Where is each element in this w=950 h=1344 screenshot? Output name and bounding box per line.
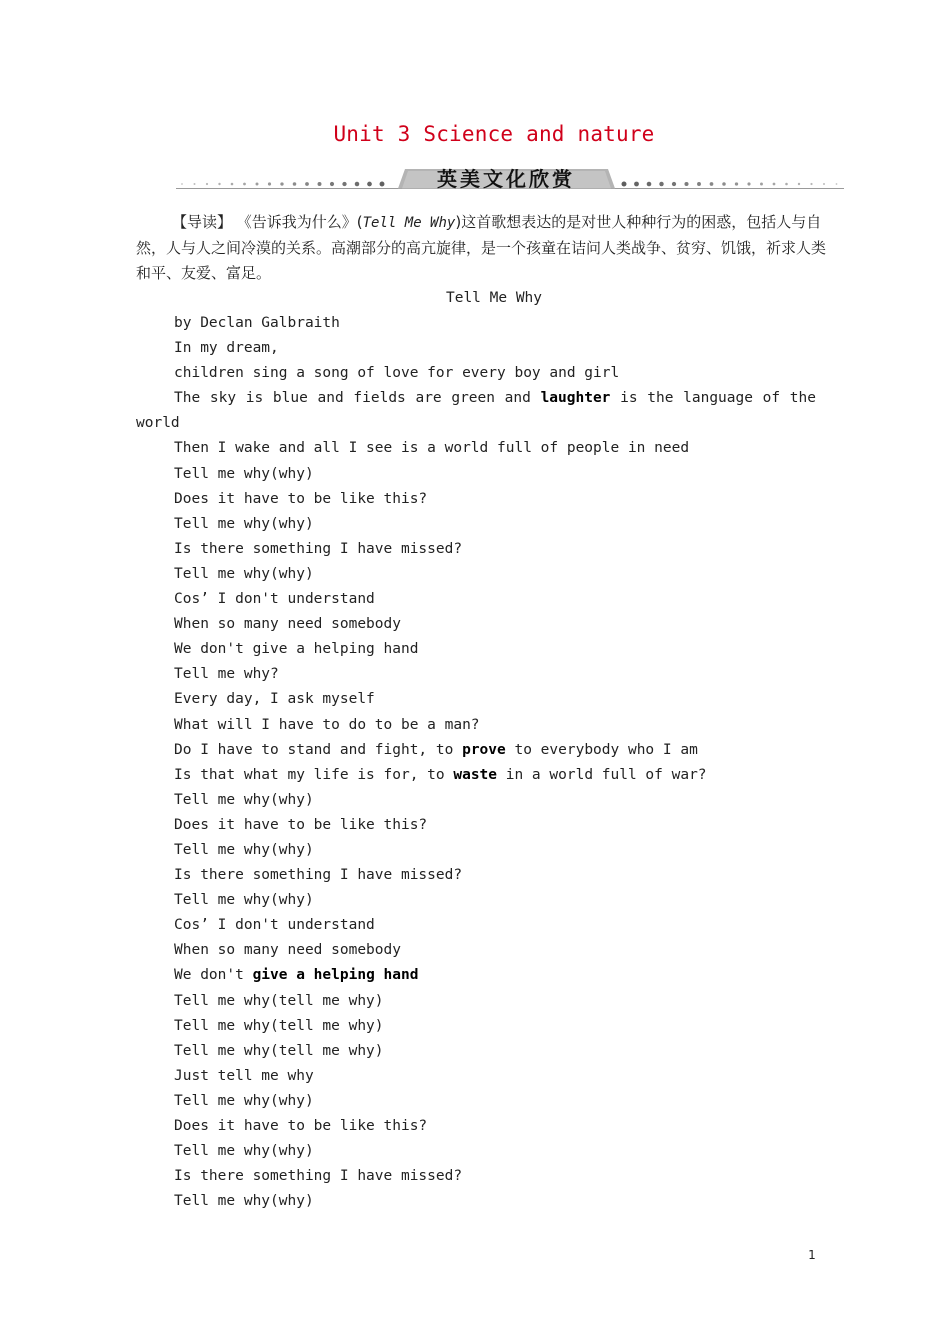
lyric-line: When so many need somebody xyxy=(174,616,401,633)
lyric-line: Tell me why(why) xyxy=(174,1092,314,1109)
lyric-line xyxy=(136,386,816,436)
lyric-line: Does it have to be like this? xyxy=(174,816,428,833)
section-banner xyxy=(176,166,844,192)
lyric-line: When so many need somebody xyxy=(174,942,401,959)
lyric-line xyxy=(136,963,816,988)
lyric-keyword: prove xyxy=(462,741,506,758)
lyric-line: Does it have to be like this? xyxy=(174,1118,428,1134)
lyric-line: Tell me why(why) xyxy=(174,892,314,909)
lyric-keyword: laughter xyxy=(540,390,611,407)
lyric-keyword: give a helping hand xyxy=(252,967,419,984)
lyric-line: We don't give a helping hand xyxy=(174,641,419,658)
banner-label: 英美文化欣赏 xyxy=(437,167,575,191)
lyric-text: The sky is blue and fields are green and xyxy=(174,390,541,407)
lyric-line: Tell me why(why) xyxy=(174,841,314,858)
lyric-line: Tell me why(why) xyxy=(174,565,314,582)
lyric-line: Is there something I have missed? xyxy=(174,867,463,884)
lyric-line: Tell me why(why) xyxy=(174,1193,314,1210)
lyric-line: Just tell me why xyxy=(174,1067,314,1084)
lyric-line: Tell me why(why) xyxy=(174,791,314,808)
page-title: Unit 3 Science and nature xyxy=(333,122,655,146)
poem-title: Tell Me Why xyxy=(445,290,543,306)
intro-text-2: )这首歌想表达的是对世人种种行为的困惑，包括人与自然，人与人之间冷漠的关系。高潮部分的高亢旋律，是一个孩童在诘问人类战争、贫穷、饥饿，祈求人类和平、友爱、富足。 xyxy=(136,213,827,283)
lyric-line: Tell me why(tell me why) xyxy=(174,1017,384,1034)
lyric-text: Do I have to stand and fight, to xyxy=(174,741,463,758)
lyric-line: Tell me why? xyxy=(174,666,279,683)
intro-text-1: 【导读】 《告诉我为什么》( xyxy=(172,213,363,231)
lyric-line xyxy=(136,738,816,763)
intro-song-title: Tell Me Why xyxy=(362,215,456,231)
lyric-text: to everybody who I am xyxy=(505,741,698,758)
lyric-line xyxy=(136,763,816,788)
lyric-text: We don't xyxy=(174,967,253,984)
lyric-line: What will I have to do to be a man? xyxy=(174,716,480,733)
page-number: 1 xyxy=(808,1248,816,1262)
lyric-line: Tell me why(tell me why) xyxy=(174,1042,384,1059)
lyric-line: Is there something I have missed? xyxy=(174,540,463,557)
lyric-line: In my dream, xyxy=(174,340,279,357)
lyric-line: Tell me why(tell me why) xyxy=(174,992,384,1009)
lyric-line: by Declan Galbraith xyxy=(174,315,340,331)
lyric-line: Is there something I have missed? xyxy=(174,1168,463,1185)
lyric-line: Cos’ I don't understand xyxy=(174,917,375,934)
lyric-line: Tell me why(why) xyxy=(174,515,314,532)
lyric-keyword: waste xyxy=(453,766,498,783)
lyric-text: in a world full of war? xyxy=(497,766,707,783)
lyric-line: Cos’ I don't understand xyxy=(174,591,375,608)
lyric-text: is the language of the world xyxy=(136,390,816,432)
intro-paragraph xyxy=(136,210,826,287)
lyric-line: Tell me why(why) xyxy=(174,465,314,482)
lyric-text: Is that what my life is for, to xyxy=(174,766,454,783)
lyric-line: children sing a song of love for every boy and girl xyxy=(174,365,620,382)
lyrics-list xyxy=(136,311,816,1214)
lyric-line: Every day, I ask myself xyxy=(174,691,375,708)
lyric-line: Tell me why(why) xyxy=(174,1143,314,1160)
lyric-line: Then I wake and all I see is a world full of people in need xyxy=(174,440,690,457)
lyric-line: Does it have to be like this? xyxy=(174,490,428,507)
